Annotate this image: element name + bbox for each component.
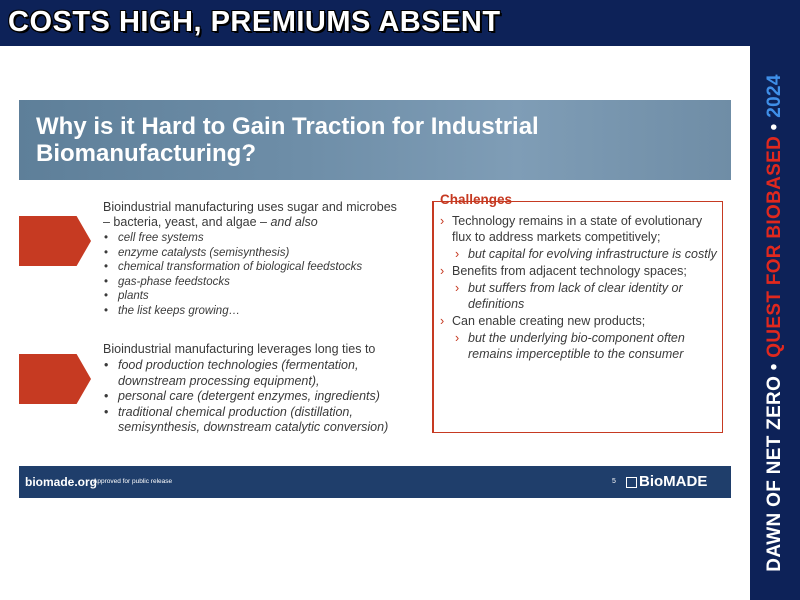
block1-list	[103, 231, 403, 318]
side-text-part3: 2024	[764, 74, 785, 118]
challenge-subitem: › but suffers from lack of clear identity or definitions	[438, 280, 718, 312]
slide-title: Why is it Hard to Gain Traction for Industrial Biomanufacturing?	[36, 113, 539, 167]
challenges-list	[438, 213, 718, 363]
challenge-subitem: › but the underlying bio-component often remains imperceptible to the consumer	[438, 330, 718, 362]
list-item: • personal care (detergent enzymes, ingredients)	[103, 389, 423, 405]
list-item: • the list keeps growing…	[103, 304, 403, 319]
challenge-item: › Benefits from adjacent technology spaces;	[438, 263, 718, 279]
list-item: • traditional chemical production (distillation, semisynthesis, downstream catalytic conversion)	[103, 405, 423, 436]
challenge-item: › Can enable creating new products;	[438, 313, 718, 329]
list-item: • food production technologies (fermentation, downstream processing equipment),	[103, 358, 423, 389]
block1-lead	[103, 200, 403, 230]
arrow-marker-1	[19, 216, 91, 266]
side-text-sep2: •	[764, 117, 785, 136]
arrow-marker-2	[19, 354, 91, 404]
biomade-logo-icon	[626, 477, 637, 488]
list-item: • cell free systems	[103, 231, 403, 246]
page-title: COSTS HIGH, PREMIUMS ABSENT	[8, 6, 501, 38]
biomade-logo: BioMADE	[639, 473, 708, 490]
challenge-subitem: › but capital for evolving infrastructure is costly	[438, 246, 718, 262]
challenges-title: Challenges	[440, 192, 513, 207]
list-item: • chemical transformation of biological feedstocks	[103, 260, 403, 275]
list-item: • plants	[103, 289, 403, 304]
slide-footer	[19, 466, 731, 498]
list-item: • enzyme catalysts (semisynthesis)	[103, 246, 403, 261]
footer-site-link: biomade.org	[25, 475, 98, 489]
footer-release-note: Approved for public release	[93, 478, 173, 485]
block1-lead-text: Bioindustrial manufacturing uses sugar and microbes – bacteria, yeast, and algae –	[103, 200, 397, 229]
block-ties	[103, 342, 423, 436]
slide	[19, 100, 731, 498]
block2-list	[103, 358, 423, 436]
footer-page-number: 5	[612, 478, 616, 485]
slide-header	[19, 100, 731, 180]
side-text-sep1: •	[764, 357, 785, 376]
list-item: • gas-phase feedstocks	[103, 275, 403, 290]
block2-lead: Bioindustrial manufacturing leverages long ties to	[103, 342, 376, 356]
challenge-item: › Technology remains in a state of evolutionary flux to address markets competitively;	[438, 213, 718, 245]
side-banner-text	[764, 74, 786, 571]
side-text-part1: DAWN OF NET ZERO	[764, 375, 785, 572]
side-text-part2: QUEST FOR BIOBASED	[764, 135, 785, 358]
block1-lead-em: and also	[270, 215, 318, 229]
block-sources	[103, 200, 403, 318]
